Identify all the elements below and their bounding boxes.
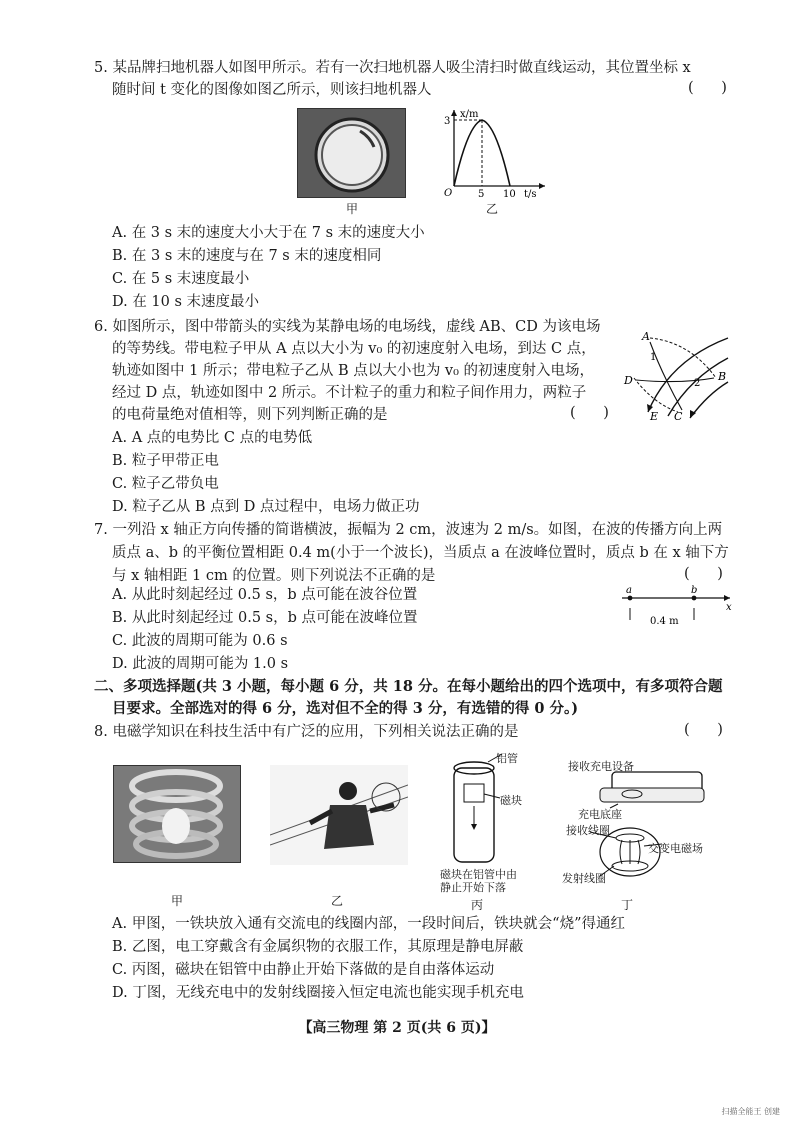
q6-option-c: C. 粒子乙带负电	[112, 476, 219, 492]
q8-caption-jia: 甲	[170, 894, 183, 908]
q5-graph-xlabel: t/s	[524, 189, 537, 198]
q6-option-a: A. A 点的电势比 C 点的电势低	[112, 430, 313, 446]
q8-ding-label-base: 充电底座	[578, 808, 622, 821]
q8-option-a: A. 甲图，一铁块放入通有交流电的线圈内部，一段时间后，铁块就会“烧”得通红	[112, 916, 626, 932]
q8-bing-note-line1: 磁块在铝管中由	[440, 868, 517, 881]
q8-option-c: C. 丙图，磁块在铝管中由静止开始下落做的是自由落体运动	[112, 962, 495, 978]
q5-option-a: A. 在 3 s 末的速度大小大于在 7 s 末的速度大小	[112, 225, 425, 241]
electrician-icon	[270, 765, 408, 865]
q5-answer-paren: ( )	[688, 80, 727, 96]
q8-electrician-photo	[270, 765, 408, 865]
q8-coil-photo	[113, 765, 241, 863]
q7-label-distance: 0.4 m	[650, 616, 679, 626]
robot-photo	[297, 108, 406, 198]
q7-stem-line3: 与 x 轴相距 1 cm 的位置。则下列说法不正确的是	[112, 568, 436, 584]
q5-xt-graph	[440, 106, 550, 198]
q5-graph-origin: O	[444, 188, 453, 198]
q6-label-b: B	[718, 370, 727, 383]
q5-graph-x5: 5	[478, 189, 485, 198]
q8-answer-paren: ( )	[684, 722, 723, 738]
coil-icon	[114, 766, 240, 862]
q6-option-d: D. 粒子乙从 B 点到 D 点过程中，电场力做正功	[112, 499, 420, 515]
q5-option-d: D. 在 10 s 末速度最小	[112, 294, 260, 310]
q5-graph-ylabel: x/m	[460, 109, 479, 120]
q5-fig-jia-caption: 甲	[345, 202, 358, 216]
q7-option-c: C. 此波的周期可能为 0.6 s	[112, 633, 288, 649]
q6-label-c: C	[674, 410, 683, 420]
q7-stem-line1: 7. 一列沿 x 轴正方向传播的简谐横波，振幅为 2 cm，波速为 2 m/s。如图，在波的传播方向上两	[94, 522, 723, 538]
q5-stem-line2: 随时间 t 变化的图像如图乙所示，则该扫地机器人	[112, 82, 432, 98]
robot-vacuum-icon	[298, 109, 405, 197]
q8-ding-label-sender: 发射线圈	[562, 872, 606, 885]
q7-axis-diagram	[618, 584, 738, 626]
q5-fig-yi-caption: 乙	[485, 202, 498, 216]
q6-answer-paren: ( )	[570, 405, 609, 421]
q8-option-b: B. 乙图，电工穿戴含有金属织物的衣服工作，其原理是静电屏蔽	[112, 939, 524, 955]
q8-bing-note-line2: 静止开始下落	[440, 881, 506, 894]
q7-option-b: B. 从此时刻起经过 0.5 s，b 点可能在波峰位置	[112, 610, 418, 626]
q8-ding-label-device: 接收充电设备	[568, 760, 634, 773]
q8-bing-label-magnet: 磁块	[500, 794, 522, 807]
q6-label-d: D	[624, 374, 633, 387]
q6-label-1: 1	[650, 352, 657, 363]
q5-option-b: B. 在 3 s 末的速度与在 7 s 末的速度相同	[112, 248, 382, 264]
q6-label-e: E	[650, 410, 659, 420]
q7-stem-line2: 质点 a、b 的平衡位置相距 0.4 m(小于一个波长)，当质点 a 在波峰位置时，质点 b 在 x 轴下方	[112, 545, 729, 561]
q5-graph-y3: 3	[444, 116, 451, 127]
q6-stem-line3: 轨迹如图中 1 所示；带电粒子乙从 B 点以大小也为 v₀ 的初速度射入电场，	[112, 363, 595, 379]
q5-graph-x10: 10	[503, 189, 516, 198]
q7-label-x: x	[726, 602, 732, 613]
q5-stem-line1: 5. 某品牌扫地机器人如图甲所示。若有一次扫地机器人吸尘清扫时做直线运动，其位置坐标 x	[94, 60, 691, 76]
section2-heading-line1: 二、多项选择题(共 3 小题，每小题 6 分，共 18 分。在每小题给出的四个选项中，有多项符合题	[94, 678, 723, 695]
q7-answer-paren: ( )	[684, 566, 723, 582]
q8-bing-label-tube: 铝管	[496, 752, 518, 765]
q7-option-d: D. 此波的周期可能为 1.0 s	[112, 656, 289, 672]
q7-label-a: a	[626, 585, 632, 596]
q8-ding-label-field: 交变电磁场	[648, 842, 703, 855]
q6-field-diagram	[620, 320, 730, 420]
q6-stem-line4: 经过 D 点，轨迹如图中 2 所示。不计粒子的重力和粒子间作用力，两粒子	[112, 385, 587, 401]
q8-caption-yi: 乙	[330, 894, 343, 908]
q6-stem-line5: 的电荷量绝对值相等，则下列判断正确的是	[112, 407, 388, 423]
q6-label-2: 2	[694, 378, 701, 389]
q8-option-d: D. 丁图，无线充电中的发射线圈接入恒定电流也能实现手机充电	[112, 985, 524, 1001]
q8-tube-diagram	[440, 748, 550, 868]
page-footer: 【高三物理 第 2 页(共 6 页)】	[298, 1020, 496, 1036]
q7-option-a: A. 从此时刻起经过 0.5 s，b 点可能在波谷位置	[112, 587, 418, 603]
q5-option-c: C. 在 5 s 末速度最小	[112, 271, 250, 287]
q6-stem-line1: 6. 如图所示，图中带箭头的实线为某静电场的电场线，虚线 AB、CD 为该电场	[94, 319, 601, 335]
section2-heading-line2: 目要求。全部选对的得 6 分，选对但不全的得 3 分，有选错的得 0 分。)	[112, 700, 579, 717]
q8-ding-label-receiver: 接收线圈	[566, 824, 610, 837]
q8-caption-ding: 丁	[620, 898, 633, 912]
q6-stem-line2: 的等势线。带电粒子甲从 A 点以大小为 v₀ 的初速度射入电场，到达 C 点，	[112, 341, 596, 357]
q8-stem: 8. 电磁学知识在科技生活中有广泛的应用，下列相关说法正确的是	[94, 724, 519, 740]
q8-caption-bing: 丙	[470, 898, 483, 912]
q7-label-b: b	[691, 585, 698, 596]
q6-label-a: A	[642, 330, 650, 343]
q6-option-b: B. 粒子甲带正电	[112, 453, 219, 469]
scanner-watermark: 扫描全能王 创建	[721, 1107, 780, 1116]
